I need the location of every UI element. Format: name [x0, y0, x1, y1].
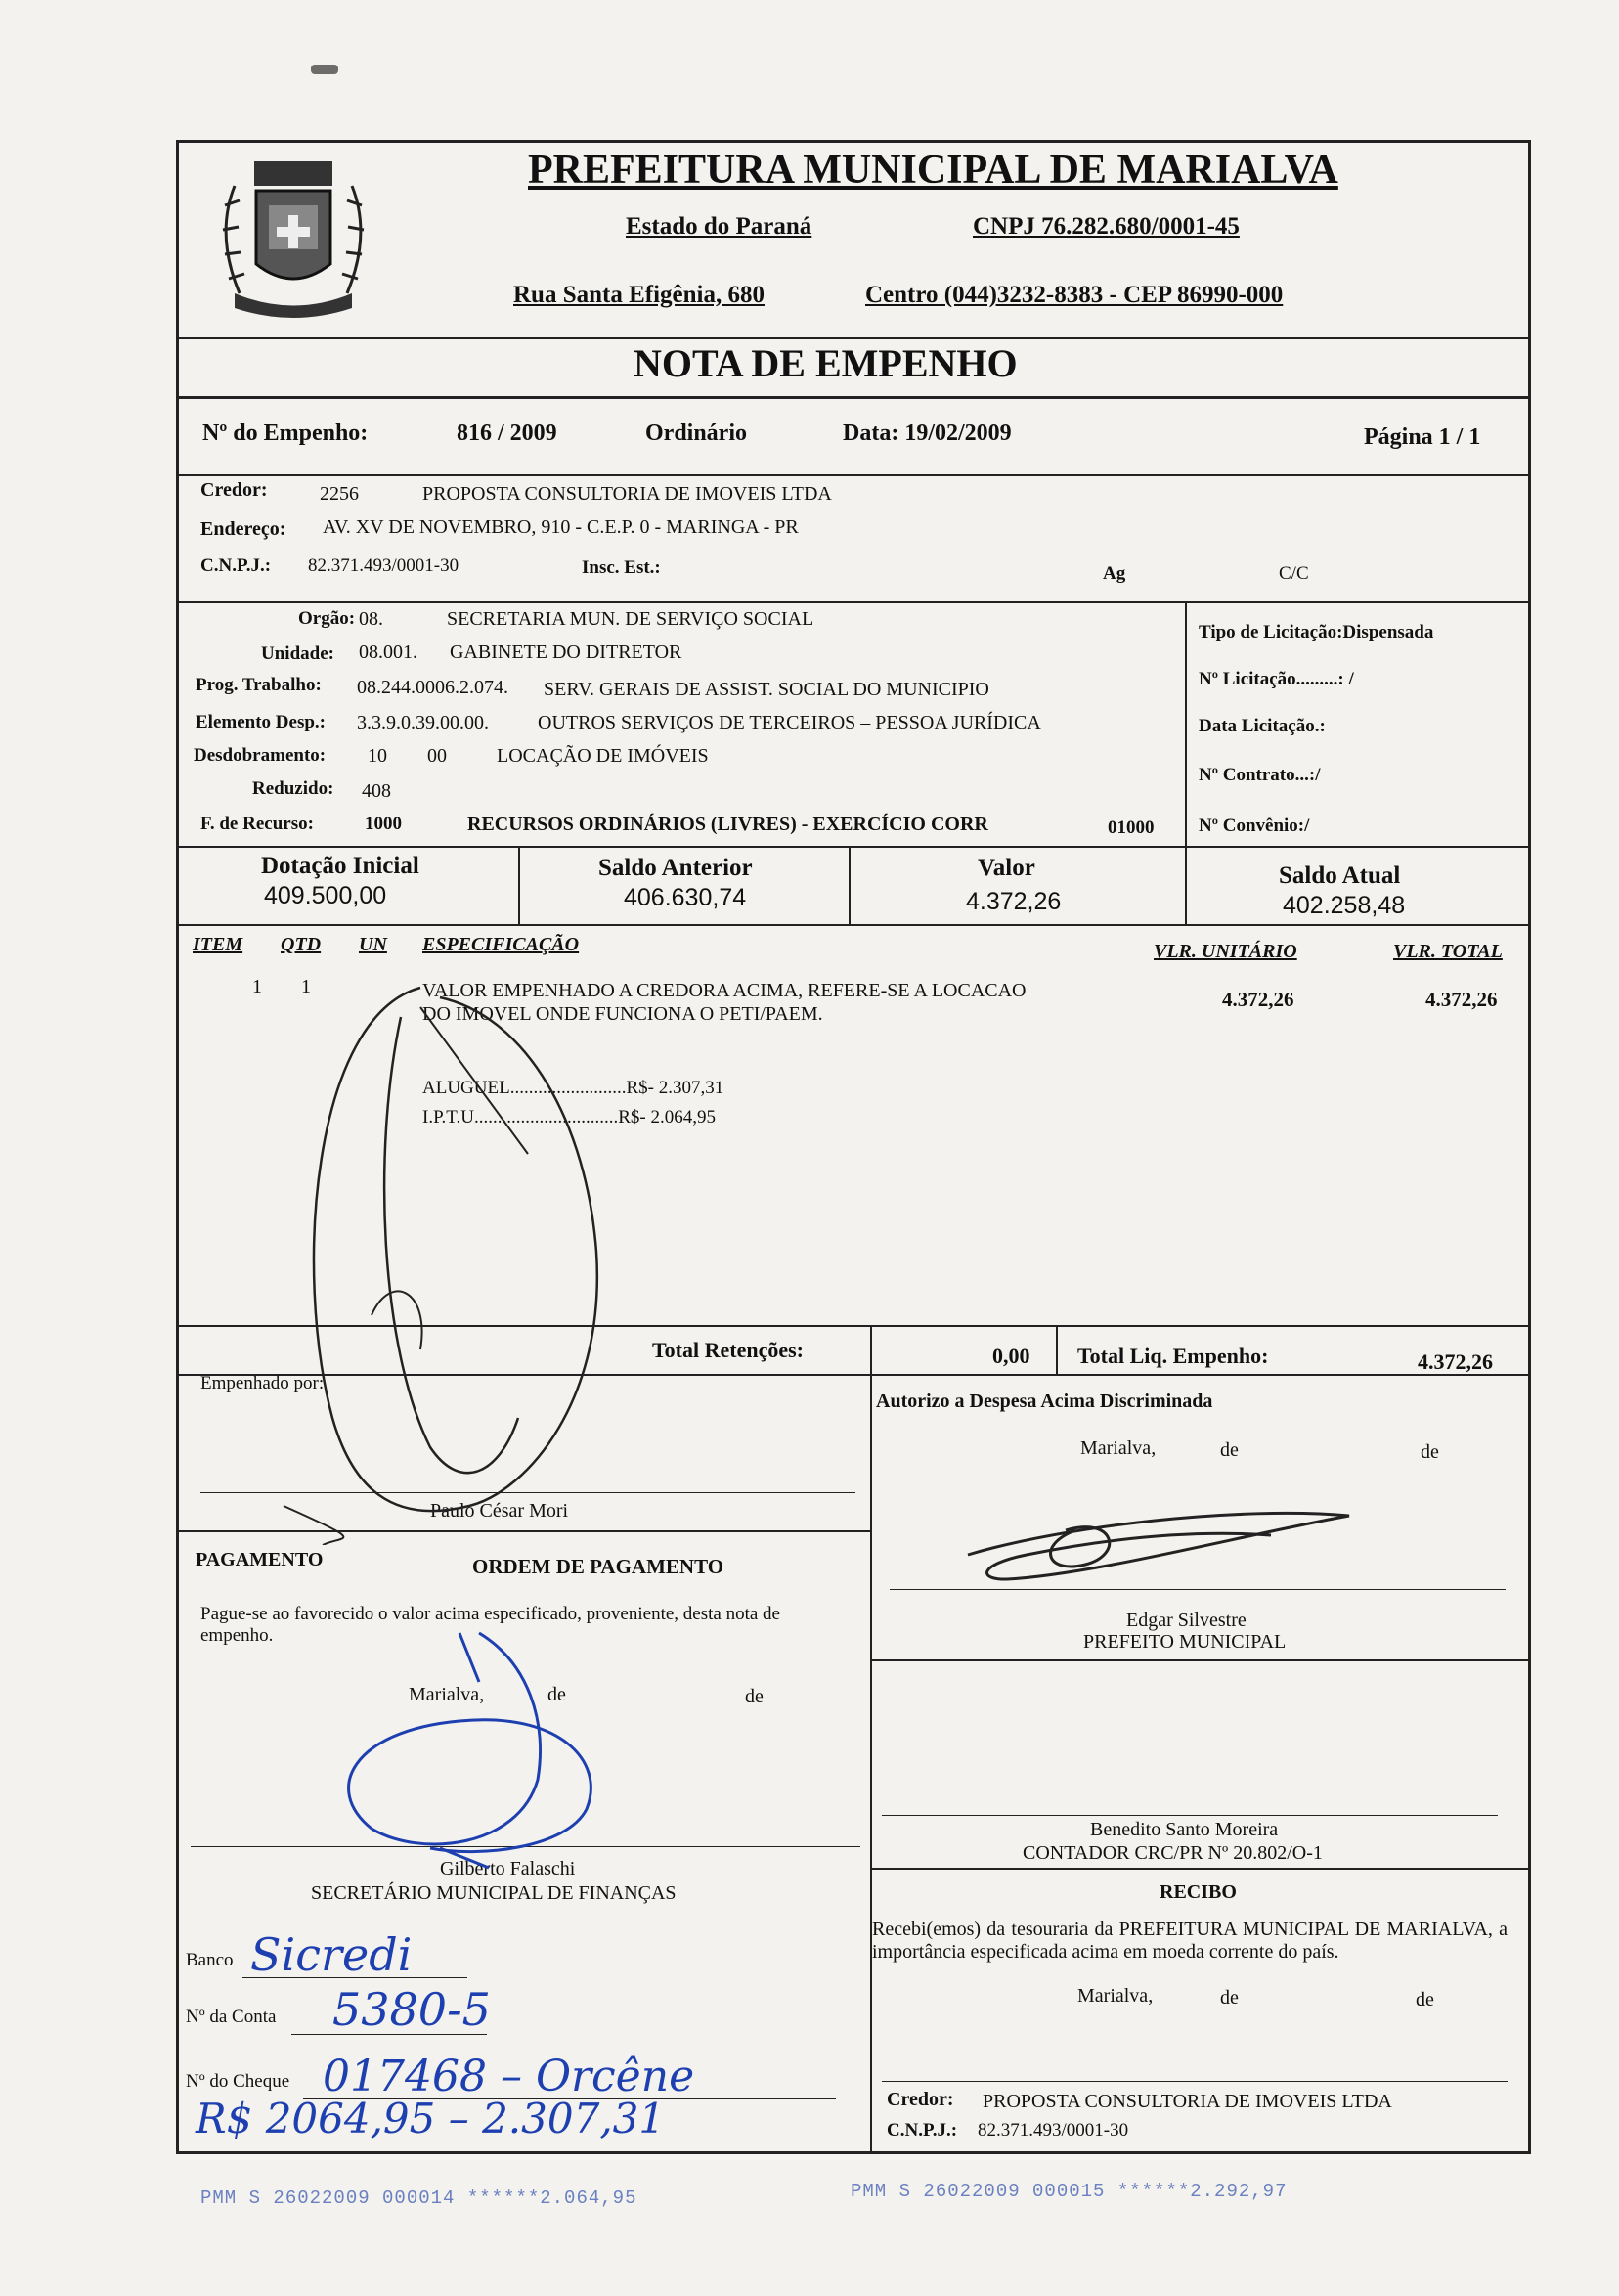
tipo-licitacao: Tipo de Licitação:Dispensada	[1199, 622, 1434, 642]
divider	[1056, 1325, 1058, 1374]
col-vlr-total: VLR. TOTAL	[1393, 941, 1503, 962]
recibo-place: Marialva,	[1077, 1985, 1154, 2007]
desdobramento-a: 10	[368, 745, 387, 767]
desdobramento-b: 00	[427, 745, 447, 767]
recurso-end: 01000	[1108, 817, 1155, 838]
pagamento-label: PAGAMENTO	[196, 1549, 324, 1570]
municipal-coat-of-arms-icon	[196, 147, 391, 323]
recibo-text: Recebi(emos) da tesouraria da PREFEITURA MUNICIPAL DE MARIALVA, a importância especificada acima em moeda corrente do país.	[872, 1919, 1508, 1963]
empenho-type: Ordinário	[645, 420, 748, 446]
document-title: NOTA DE EMPENHO	[634, 341, 1018, 385]
secretario-name: Gilberto Falaschi	[440, 1858, 576, 1879]
divider	[176, 396, 1531, 399]
recibo-cnpj: 82.371.493/0001-30	[978, 2120, 1129, 2141]
orgao-name: SECRETARIA MUN. DE SERVIÇO SOCIAL	[447, 608, 814, 630]
autorizo-label: Autorizo a Despesa Acima Discriminada	[876, 1391, 1213, 1412]
reduzido-label: Reduzido:	[252, 778, 334, 799]
col-item: ITEM	[193, 934, 243, 955]
pagamento-place: Marialva,	[409, 1684, 485, 1705]
municipality-cnpj: CNPJ 76.282.680/0001-45	[973, 213, 1240, 240]
divider	[176, 474, 1531, 476]
contador-name: Benedito Santo Moreira	[1090, 1819, 1279, 1840]
orgao-code: 08.	[359, 608, 383, 630]
recibo-cnpj-label: C.N.P.J.:	[887, 2120, 958, 2141]
ag-label: Ag	[1103, 563, 1126, 584]
recibo-de-1: de	[1220, 1987, 1239, 2009]
item-spec-aluguel: ALUGUEL.........................R$- 2.307,31	[422, 1078, 724, 1098]
credor-label: Credor:	[200, 479, 268, 501]
prog-code: 08.244.0006.2.074.	[357, 677, 508, 698]
autorizo-de-1: de	[1220, 1439, 1239, 1461]
banco-handwritten: Sicredi	[250, 1928, 413, 1981]
elemento-code: 3.3.9.0.39.00.00.	[357, 712, 489, 733]
item-spec-line-2: DO IMOVEL ONDE FUNCIONA O PETI/PAEM.	[422, 1003, 823, 1025]
numero-licitacao: Nº Licitação.........: /	[1199, 669, 1354, 689]
empenho-number: 816 / 2009	[457, 420, 557, 446]
conta-label: Nº da Conta	[186, 2007, 277, 2027]
credor-cnpj: 82.371.493/0001-30	[308, 555, 459, 576]
desdobramento-label: Desdobramento:	[194, 745, 327, 766]
prefeito-role: PREFEITO MUNICIPAL	[1083, 1631, 1287, 1653]
recibo-credor-label: Credor:	[887, 2089, 954, 2110]
prog-name: SERV. GERAIS DE ASSIST. SOCIAL DO MUNICIPIO	[544, 679, 989, 700]
contador-role: CONTADOR CRC/PR Nº 20.802/O-1	[1023, 1842, 1323, 1864]
scan-smudge	[311, 65, 338, 74]
desdobramento-name: LOCAÇÃO DE IMÓVEIS	[497, 745, 709, 767]
cheque-handwritten: 017468 – Orcêne	[323, 2052, 695, 2101]
pagamento-text: Pague-se ao favorecido o valor acima especificado, proveniente, desta nota de empenho.	[200, 1604, 780, 1646]
unidade-name: GABINETE DO DITRETOR	[450, 641, 682, 663]
empenhado-por-name: Paulo César Mori	[430, 1500, 569, 1522]
data-licitacao: Data Licitação.:	[1199, 716, 1326, 736]
divider	[176, 337, 1531, 339]
dotacao-label: Dotação Inicial	[261, 853, 419, 879]
conta-handwritten: 5380-5	[332, 1983, 491, 2036]
retencoes-value: 0,00	[992, 1344, 1030, 1368]
autorizo-place: Marialva,	[1080, 1437, 1157, 1459]
pagamento-de-1: de	[547, 1684, 566, 1705]
item-vlr-total: 4.372,26	[1425, 988, 1498, 1011]
total-liq-label: Total Liq. Empenho:	[1077, 1344, 1269, 1368]
retencoes-label: Total Retenções:	[652, 1338, 804, 1362]
col-qtd: QTD	[281, 934, 322, 955]
empenhado-por-label: Empenhado por:	[200, 1373, 325, 1393]
empenho-date: Data: 19/02/2009	[843, 420, 1012, 446]
item-spec-iptu: I.P.T.U...............................R$- 2.064,95	[422, 1107, 716, 1127]
divider	[870, 1868, 1531, 1870]
divider	[870, 1374, 872, 2154]
orgao-label: Orgão:	[298, 608, 356, 629]
credor-cnpj-label: C.N.P.J.:	[200, 555, 272, 576]
recibo-de-2: de	[1416, 1989, 1434, 2010]
recurso-code: 1000	[365, 814, 402, 834]
handwritten-circle-mark	[274, 958, 665, 1545]
divider	[1185, 846, 1187, 924]
saldo-anterior-value: 406.630,74	[624, 884, 747, 911]
ordem-pagamento-label: ORDEM DE PAGAMENTO	[472, 1555, 724, 1578]
municipality-contact: Centro (044)3232-8383 - CEP 86990-000	[865, 282, 1284, 308]
cc-label: C/C	[1279, 563, 1309, 584]
state-name: Estado do Paraná	[626, 213, 812, 240]
saldo-atual-value: 402.258,48	[1283, 892, 1406, 919]
item-qtd: 1	[301, 976, 311, 997]
item-vlr-unitario: 4.372,26	[1222, 988, 1294, 1011]
numero-convenio: Nº Convênio:/	[1199, 816, 1310, 836]
payment-stamp-right: PMM S 26022009 000015 ******2.292,97	[851, 2181, 1288, 2202]
valor-label: Valor	[978, 855, 1035, 881]
reduzido-value: 408	[362, 780, 391, 802]
signature-line	[882, 1815, 1498, 1816]
credor-address-label: Endereço:	[200, 518, 286, 540]
autorizo-de-2: de	[1421, 1441, 1439, 1463]
recurso-label: F. de Recurso:	[200, 814, 314, 834]
recurso-name: RECURSOS ORDINÁRIOS (LIVRES) - EXERCÍCIO CORR	[467, 814, 988, 835]
col-vlr-unitario: VLR. UNITÁRIO	[1154, 941, 1297, 962]
divider	[1185, 601, 1187, 846]
prog-label: Prog. Trabalho:	[196, 675, 322, 695]
dotacao-value: 409.500,00	[264, 882, 387, 909]
col-un: UN	[359, 934, 387, 955]
cheque-label: Nº do Cheque	[186, 2071, 290, 2092]
item-number: 1	[252, 976, 262, 997]
banco-label: Banco	[186, 1950, 234, 1970]
secretario-role: SECRETÁRIO MUNICIPAL DE FINANÇAS	[311, 1882, 677, 1904]
empenho-number-label: Nº do Empenho:	[202, 420, 369, 446]
item-spec-line-1: VALOR EMPENHADO A CREDORA ACIMA, REFERE-SE A LOCACAO	[422, 980, 1027, 1001]
divider	[870, 1659, 1531, 1661]
divider	[849, 846, 851, 924]
insc-est-label: Insc. Est.:	[582, 557, 661, 578]
signature-line	[882, 2081, 1508, 2082]
payment-stamp-left: PMM S 26022009 000014 ******2.064,95	[200, 2187, 637, 2209]
page-number: Página 1 / 1	[1364, 424, 1481, 450]
divider	[518, 846, 520, 924]
credor-code: 2256	[320, 483, 359, 505]
divider	[176, 601, 1531, 603]
valor-value: 4.372,26	[966, 888, 1062, 915]
divider	[176, 924, 1531, 926]
col-especificacao: ESPECIFICAÇÃO	[422, 934, 580, 955]
elemento-label: Elemento Desp.:	[196, 712, 326, 732]
pagamento-de-2: de	[745, 1686, 764, 1707]
total-liq-value: 4.372,26	[1418, 1349, 1493, 1374]
unidade-label: Unidade:	[261, 643, 334, 664]
divider	[870, 1325, 872, 1374]
credor-name: PROPOSTA CONSULTORIA DE IMOVEIS LTDA	[422, 483, 832, 505]
recibo-credor-name: PROPOSTA CONSULTORIA DE IMOVEIS LTDA	[983, 2091, 1392, 2112]
elemento-name: OUTROS SERVIÇOS DE TERCEIROS – PESSOA JURÍDICA	[538, 712, 1041, 733]
unidade-code: 08.001.	[359, 641, 417, 663]
recibo-title: RECIBO	[1160, 1881, 1237, 1903]
divider	[176, 846, 1531, 848]
credor-address: AV. XV DE NOVEMBRO, 910 - C.E.P. 0 - MARINGA - PR	[323, 516, 799, 538]
municipality-title: PREFEITURA MUNICIPAL DE MARIALVA	[528, 148, 1338, 193]
prefeito-name: Edgar Silvestre	[1126, 1610, 1247, 1631]
values-handwritten: R$ 2064,95 – 2.307,31	[196, 2095, 666, 2142]
saldo-anterior-label: Saldo Anterior	[598, 855, 753, 881]
prefeito-signature	[948, 1496, 1359, 1604]
secretario-signature	[313, 1623, 665, 1887]
municipality-address: Rua Santa Efigênia, 680	[513, 282, 765, 308]
saldo-atual-label: Saldo Atual	[1279, 862, 1401, 889]
numero-contrato: Nº Contrato...:/	[1199, 765, 1321, 785]
